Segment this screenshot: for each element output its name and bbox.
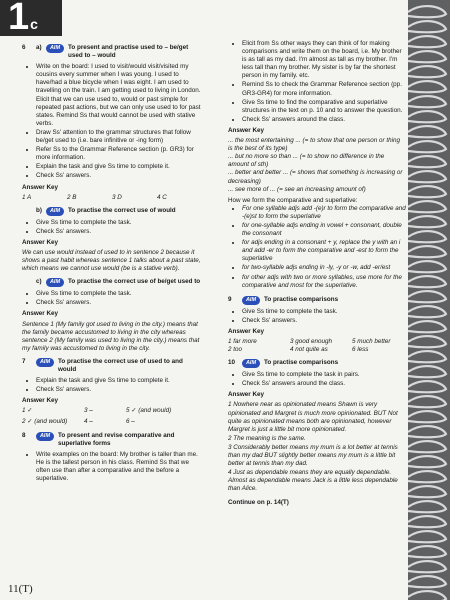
section-number: 10 xyxy=(228,359,236,367)
section-7-heading xyxy=(22,358,202,374)
answer-key-heading: Answer Key xyxy=(228,327,265,335)
formation-list xyxy=(228,205,406,290)
section-6c xyxy=(22,278,202,353)
section-number: 7 xyxy=(22,357,26,365)
formation-heading: How we form the comparative and superlative: xyxy=(228,196,358,204)
list-item: • Check Ss' answers. xyxy=(36,299,202,307)
answer-row xyxy=(22,418,202,426)
list-item: • Refer Ss to the Grammar Reference section (p. GR3) for more information. xyxy=(36,146,202,162)
answer: 1 far more xyxy=(228,338,257,345)
list-item: • Check Ss' answers. xyxy=(36,386,202,394)
section-6a-heading xyxy=(22,44,202,60)
answer: 2 too xyxy=(228,346,243,354)
spiral-binding xyxy=(408,0,450,600)
answer: 4 – xyxy=(84,418,93,426)
answer: 5 much better xyxy=(352,338,391,345)
right-column xyxy=(228,40,406,512)
list-item: • Write examples on the board: My brother is taller than me. He is the tallest person in his class. Remind Ss that we often use than after a comparative and the before a superlative. xyxy=(36,451,202,483)
answer-key-heading: Answer Key xyxy=(22,397,59,405)
list-item: • Check Ss' answers. xyxy=(242,317,406,325)
section-8 xyxy=(22,432,202,484)
section-10-heading xyxy=(228,359,406,368)
answer-row xyxy=(228,346,406,354)
answer: 6 less xyxy=(352,346,369,354)
instructions-list xyxy=(22,377,202,394)
list-item: • Check Ss' answers. xyxy=(36,172,202,180)
section-title: To present and revise comparative and superlative forms xyxy=(58,431,175,447)
section-6a xyxy=(22,44,202,202)
answer: 3 D xyxy=(112,193,122,201)
list-item: • Give Ss time to complete the task. xyxy=(242,308,406,316)
list-item: • Check Ss' answers around the class. xyxy=(242,116,406,124)
list-item: • Explain the task and give Ss time to complete it. xyxy=(36,163,202,171)
section-title: To present and practise used to – be/get used to – would xyxy=(68,44,189,60)
list-item: • for other adjs with two or more syllables, use more for the comparative and most for the superlative. xyxy=(242,274,406,290)
answer-text: We can use would instead of used to in sentence 2 because it shows a past habit whereas sentence 1 talks about a past state, which means we cannot use would (be is a stative verb). xyxy=(22,248,201,273)
answer-text: ... but no more so than ... (= to show no difference in the amount of sth) xyxy=(228,153,385,169)
list-item: • Give Ss time to complete the task in pairs. xyxy=(242,371,406,379)
answer-text: 4 Just as dependable means they are equally dependable. Almost as dependable means Jack is a little less dependable than Alice. xyxy=(228,469,398,493)
answer: 4 not quite as xyxy=(290,346,328,354)
aim-icon: AIM xyxy=(46,278,64,287)
section-title: To practise comparisons xyxy=(264,359,339,367)
answer-key-heading: Answer Key xyxy=(228,391,265,399)
answer: 6 – xyxy=(126,418,135,426)
unit-badge xyxy=(0,0,62,36)
answer-key-heading: Answer Key xyxy=(22,183,59,191)
answer-key-heading: Answer Key xyxy=(22,310,59,318)
answer-text: 3 Considerably better means my mum is a lot better at tennis than my dad BUT slightly better means my mum is a little bit better at tennis than my dad. xyxy=(228,443,398,468)
answer: 3 good enough xyxy=(290,338,333,345)
instructions-list xyxy=(228,308,406,325)
instructions-list xyxy=(22,219,202,236)
aim-icon: AIM xyxy=(46,44,64,53)
instructions-list xyxy=(22,63,202,180)
list-item: • Give Ss time to complete the task. xyxy=(36,219,202,227)
section-title: To practise the correct use of be/get used to xyxy=(68,278,201,286)
list-item: • Draw Ss' attention to the grammar structures that follow be/get used to (i.e. bare infinitive or -ing form) xyxy=(36,129,202,145)
list-item: • for one-syllable adjs ending in vowel + consonant, double the consonant xyxy=(242,222,406,238)
answer: 2 ✓ (and would) xyxy=(22,418,68,426)
answer-key-heading: Answer Key xyxy=(228,126,265,134)
section-number: 8 xyxy=(22,431,26,439)
answer: 4 C xyxy=(157,193,167,201)
answer-row xyxy=(22,407,202,415)
answer-key-heading: Answer Key xyxy=(22,238,59,246)
list-item: • Elicit from Ss other ways they can think of for making comparisons and write them on the board, i.e. My brother is as tall as my dad. I'm almost as tall as my brother. I'm less tall than my brother. My sister is by far the shortest person in my family. etc. xyxy=(242,40,406,80)
unit-number: 1 xyxy=(8,0,30,38)
section-letter: c) xyxy=(36,278,42,286)
instructions-list xyxy=(22,290,202,307)
page-number: 11(T) xyxy=(8,583,33,595)
answer: 5 ✓ (and would) xyxy=(126,407,172,415)
section-9-heading xyxy=(228,296,406,305)
list-item: • Give Ss time to find the comparative and superlative structures in the text on p. 10 and to answer the question. xyxy=(242,99,406,115)
section-6b xyxy=(22,207,202,274)
section-9 xyxy=(228,296,406,354)
section-letter: b) xyxy=(36,206,42,214)
list-item: • Give Ss time to complete the task. xyxy=(36,290,202,298)
aim-icon: AIM xyxy=(242,359,260,368)
section-title: To practise the correct use of used to and would xyxy=(58,357,183,373)
answer-text: ... better and better ... (= shows that something is increasing or decreasing) xyxy=(228,169,403,185)
answer: 1 A xyxy=(22,193,32,201)
answer: 1 ✓ xyxy=(22,407,33,415)
list-item: • For one syllable adjs add -(e)r to form the comparative and -(e)st to form the superlative xyxy=(242,205,406,221)
aim-icon: AIM xyxy=(46,207,64,216)
section-number: 9 xyxy=(228,295,232,303)
answer-row xyxy=(228,338,406,346)
list-item: • Explain the task and give Ss time to complete it. xyxy=(36,377,202,385)
section-6c-heading xyxy=(22,278,202,287)
unit-letter: c xyxy=(30,16,38,32)
section-10 xyxy=(228,359,406,506)
answer-text: ... the most entertaining ... (= to show that one person or thing is the best of its type) xyxy=(228,137,401,153)
answer-text: ... see more of ... (= see an increasing amount of) xyxy=(228,185,366,193)
answer-text: 1 Nowhere near as opinionated means Shawn is very opinionated and Margret is much more opinionated. BUT Not quite as opinionated means both are opinionated, however Margret is just a little bit more opinionated. xyxy=(228,401,398,433)
instructions-list xyxy=(228,40,406,124)
list-item: • Write on the board: I used to visit/would visit/visited my cousins every summer when I was young. I used to have/had a blue bicycle when I was eight. I am used to travelling on the train. I am getting used to living in London. Elicit that we can use used to, would or past simple for repeated past actions, but we can only use used to for past states. Remind Ss that would cannot be used with stative verbs. xyxy=(36,63,202,128)
list-item: • Check Ss' answers around the class. xyxy=(242,380,406,388)
left-column xyxy=(22,44,202,488)
list-item: • for two-syllable adjs ending in -ly, -y or -w, add -er/est xyxy=(242,264,406,272)
list-item: • for adjs ending in a consonant + y, replace the y with an i and add -er to form the comparative and -est to form the superlative xyxy=(242,239,406,263)
section-6b-heading xyxy=(22,207,202,216)
list-item: • Remind Ss to check the Grammar Reference section (pp. GR3-GR4) for more information. xyxy=(242,81,406,97)
aim-icon: AIM xyxy=(36,358,54,367)
section-title: To practise the correct use of would xyxy=(68,206,176,214)
section-number: 6 xyxy=(22,44,26,51)
answer-text: 2 The meaning is the same. xyxy=(228,434,306,442)
aim-icon: AIM xyxy=(36,432,54,441)
answer-text: Sentence 1 (My family got used to living in the city.) means that the family became accustomed to living in the city whereas sentence 2 (My family was used to living in the city.) means that my family was accustomed to living in the city. xyxy=(22,320,200,352)
section-8-heading xyxy=(22,432,202,448)
answer-row xyxy=(22,194,202,202)
aim-icon: AIM xyxy=(242,296,260,305)
section-letter: a) xyxy=(36,44,42,51)
instructions-list xyxy=(22,451,202,483)
answer: 2 B xyxy=(67,193,77,201)
answer: 3 – xyxy=(84,407,93,415)
list-item: • Check Ss' answers. xyxy=(36,228,202,236)
continued-note: Continue on p. 14(T) xyxy=(228,498,289,506)
section-7 xyxy=(22,358,202,427)
section-title: To practise comparisons xyxy=(264,295,339,303)
instructions-list xyxy=(228,371,406,388)
